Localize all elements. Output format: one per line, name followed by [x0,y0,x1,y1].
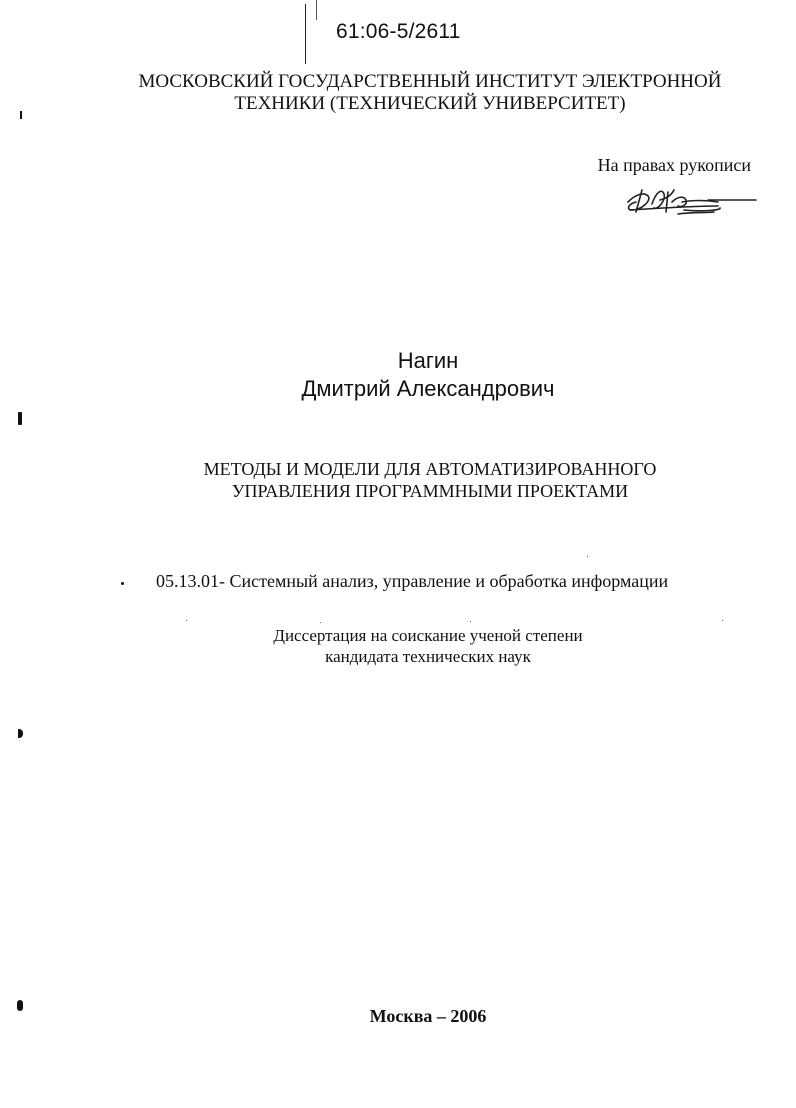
institution-line-1: МОСКОВСКИЙ ГОСУДАРСТВЕННЫЙ ИНСТИТУТ ЭЛЕКТРОННОЙ [138,71,722,92]
archive-code: 61:06-5/2611 [336,20,461,43]
binding-hole-mark [20,111,22,119]
scan-speck [722,620,723,621]
title-line-1: МЕТОДЫ И МОДЕЛИ ДЛЯ АВТОМАТИЗИРОВАННОГО [203,459,657,479]
institution-line-2: ТЕХНИКИ (ТЕХНИЧЕСКИЙ УНИВЕРСИТЕТ) [234,93,626,114]
specialty-code: 05.13.01- Системный анализ, управление и обработка информации [156,571,669,591]
binding-hole-mark [17,1000,23,1011]
author-full-name: Дмитрий Александрович [301,376,555,401]
scan-margin-line-short [316,0,317,20]
author-surname: Нагин [397,348,459,373]
scan-dot [121,582,124,585]
handwritten-signature [622,180,758,220]
binding-hole-mark [18,729,23,738]
title-line-2: УПРАВЛЕНИЯ ПРОГРАММНЫМИ ПРОЕКТАМИ [231,481,629,501]
manuscript-note: На правах рукописи [597,155,751,175]
city-year: Москва – 2006 [369,1006,487,1026]
scan-speck [186,620,187,621]
degree-line-1: Диссертация на соискание ученой степени [273,626,583,645]
scan-margin-line [305,4,306,64]
scan-speck [587,556,588,557]
degree-line-2: кандидата технических наук [325,647,531,666]
dissertation-title [60,458,796,502]
institution-name [60,71,796,115]
scan-speck [470,621,471,622]
binding-hole-mark [18,412,22,425]
scan-speck [320,622,321,623]
